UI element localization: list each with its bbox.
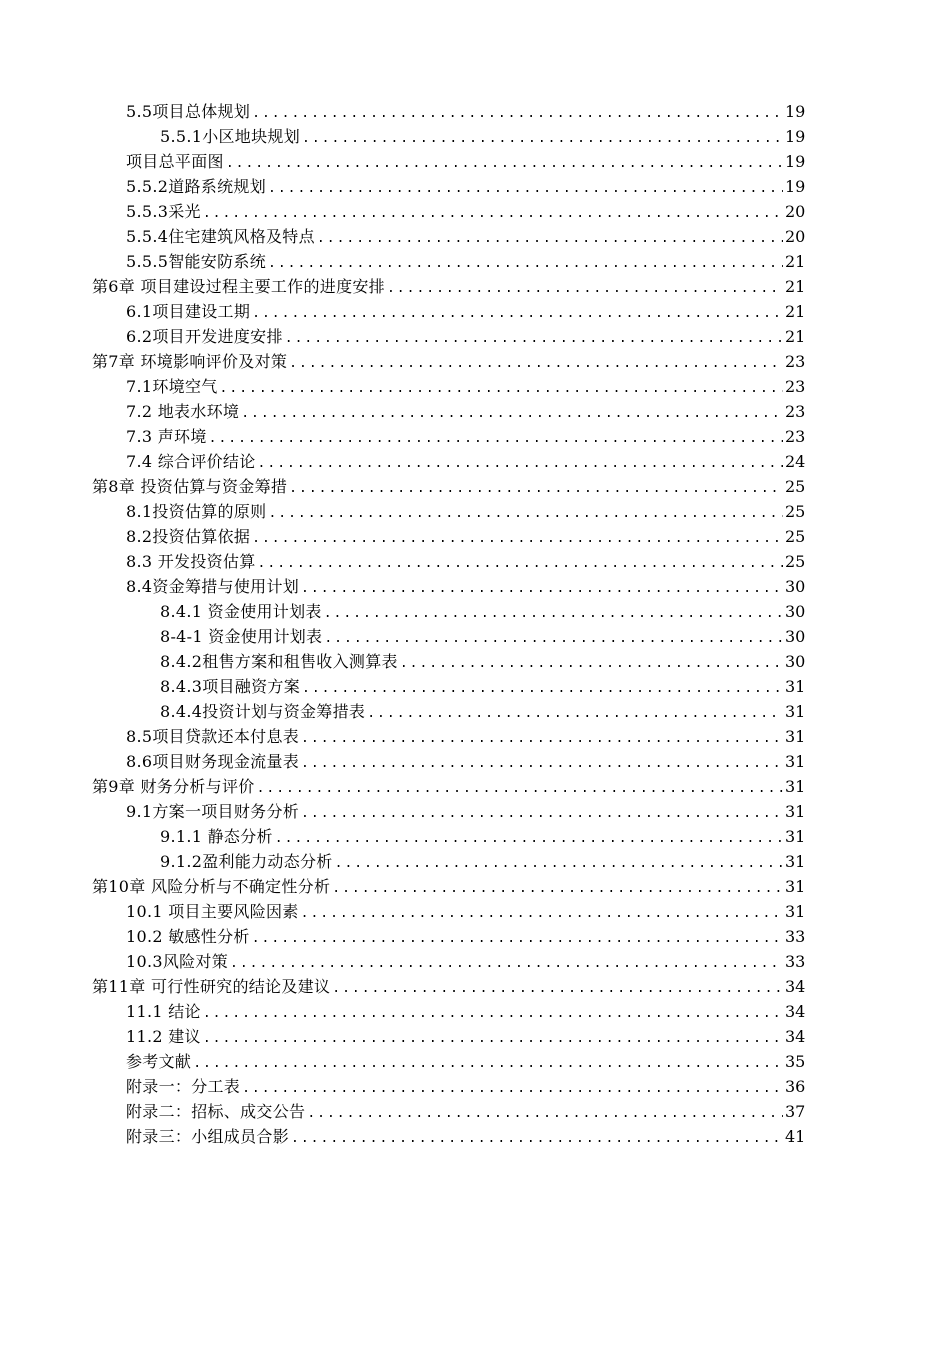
toc-entry-title: 附录二：招标、成交公告 xyxy=(126,1102,306,1121)
toc-entry-title: 8.4.2租售方案和租售收入测算表 xyxy=(160,652,398,671)
dot-leader xyxy=(252,526,783,551)
dot-leader xyxy=(252,101,783,126)
toc-entry-page-number: 31 xyxy=(785,702,806,721)
toc-entry[interactable] xyxy=(0,1049,950,1074)
toc-entry[interactable] xyxy=(0,199,950,224)
toc-entry-title: 5.5.4住宅建筑风格及特点 xyxy=(126,227,315,246)
toc-entry-page-number: 33 xyxy=(785,927,806,946)
toc-entry-page-number: 35 xyxy=(785,1052,806,1071)
toc-entry-title: 第6章 项目建设过程主要工作的进度安排 xyxy=(92,277,385,296)
toc-entry-title: 11.1 结论 xyxy=(126,1002,201,1021)
toc-entry-page-number: 37 xyxy=(785,1102,806,1121)
toc-entry-title: 第7章 环境影响评价及对策 xyxy=(92,352,288,371)
toc-entry-title: 8.2投资估算依据 xyxy=(126,527,251,546)
toc-entry-title: 第10章 风险分析与不确定性分析 xyxy=(92,877,331,896)
toc-entry[interactable] xyxy=(0,1124,950,1149)
toc-entry-page-number: 20 xyxy=(785,202,806,221)
dot-leader xyxy=(268,176,783,201)
dot-leader xyxy=(203,1026,783,1051)
toc-entry-page-number: 36 xyxy=(785,1077,806,1096)
dot-leader xyxy=(258,451,783,476)
toc-entry[interactable] xyxy=(0,399,950,424)
toc-entry-page-number: 21 xyxy=(785,302,806,321)
toc-entry-title: 5.5.1小区地块规划 xyxy=(160,127,301,146)
dot-leader xyxy=(332,876,783,901)
toc-entry-title: 9.1.2盈利能力动态分析 xyxy=(160,852,333,871)
toc-entry[interactable] xyxy=(0,449,950,474)
toc-entry[interactable] xyxy=(0,1099,950,1124)
toc-entry-page-number: 31 xyxy=(785,827,806,846)
toc-entry[interactable] xyxy=(0,599,950,624)
toc-entry-page-number: 23 xyxy=(785,402,806,421)
dot-leader xyxy=(324,626,783,651)
toc-entry[interactable] xyxy=(0,1024,950,1049)
toc-entry-page-number: 31 xyxy=(785,777,806,796)
dot-leader xyxy=(301,751,783,776)
toc-entry[interactable] xyxy=(0,924,950,949)
toc-entry-title: 9.1.1 静态分析 xyxy=(160,827,273,846)
toc-entry-title: 第8章 投资估算与资金筹措 xyxy=(92,477,288,496)
toc-entry-page-number: 31 xyxy=(785,877,806,896)
dot-leader xyxy=(209,426,783,451)
toc-entry[interactable] xyxy=(0,774,950,799)
table-of-contents xyxy=(0,99,950,1149)
toc-entry-title: 8.5项目贷款还本付息表 xyxy=(126,727,300,746)
dot-leader xyxy=(241,401,783,426)
dot-leader xyxy=(302,676,783,701)
toc-entry-page-number: 31 xyxy=(785,727,806,746)
toc-entry[interactable] xyxy=(0,699,950,724)
toc-entry-title: 7.1环境空气 xyxy=(126,377,218,396)
toc-entry-title: 8.4.3项目融资方案 xyxy=(160,677,301,696)
toc-entry-page-number: 23 xyxy=(785,377,806,396)
toc-entry-page-number: 24 xyxy=(785,452,806,471)
toc-entry[interactable] xyxy=(0,474,950,499)
toc-entry[interactable] xyxy=(0,524,950,549)
toc-entry[interactable] xyxy=(0,749,950,774)
toc-entry-title: 9.1方案一项目财务分析 xyxy=(126,802,300,821)
dot-leader xyxy=(242,1076,783,1101)
toc-entry-title: 8.4资金筹措与使用计划 xyxy=(126,577,300,596)
toc-entry-title: 10.2 敏感性分析 xyxy=(126,927,250,946)
dot-leader xyxy=(332,976,783,1001)
toc-entry-title: 11.2 建议 xyxy=(126,1027,201,1046)
dot-leader xyxy=(252,926,783,951)
toc-entry[interactable] xyxy=(0,799,950,824)
toc-entry[interactable] xyxy=(0,899,950,924)
dot-leader xyxy=(193,1051,783,1076)
dot-leader xyxy=(307,1101,783,1126)
toc-entry-page-number: 34 xyxy=(785,977,806,996)
toc-entry[interactable] xyxy=(0,849,950,874)
toc-entry-title: 参考文献 xyxy=(126,1052,192,1071)
dot-leader xyxy=(324,601,783,626)
toc-entry-title: 10.3风险对策 xyxy=(126,952,229,971)
dot-leader xyxy=(258,551,783,576)
dot-leader xyxy=(335,851,783,876)
toc-entry[interactable] xyxy=(0,949,950,974)
toc-entry-title: 项目总平面图 xyxy=(126,152,224,171)
toc-entry-page-number: 19 xyxy=(785,127,806,146)
dot-leader xyxy=(203,201,783,226)
toc-entry-title: 7.2 地表水环境 xyxy=(126,402,240,421)
toc-entry-page-number: 33 xyxy=(785,952,806,971)
toc-entry[interactable] xyxy=(0,499,950,524)
dot-leader xyxy=(226,151,783,176)
toc-entry-title: 7.3 声环境 xyxy=(126,427,207,446)
dot-leader xyxy=(220,376,783,401)
dot-leader xyxy=(285,326,783,351)
toc-entry-title: 8-4-1 资金使用计划表 xyxy=(160,627,323,646)
toc-entry[interactable] xyxy=(0,724,950,749)
toc-entry-page-number: 23 xyxy=(785,427,806,446)
toc-entry[interactable] xyxy=(0,99,950,124)
toc-entry-page-number: 23 xyxy=(785,352,806,371)
toc-entry-title: 5.5.3采光 xyxy=(126,202,201,221)
toc-entry-page-number: 41 xyxy=(785,1127,806,1146)
dot-leader xyxy=(275,826,783,851)
toc-entry[interactable] xyxy=(0,274,950,299)
toc-entry-page-number: 34 xyxy=(785,1002,806,1021)
toc-entry-page-number: 21 xyxy=(785,252,806,271)
dot-leader xyxy=(301,576,783,601)
dot-leader xyxy=(230,951,783,976)
dot-leader xyxy=(400,651,783,676)
toc-entry[interactable] xyxy=(0,224,950,249)
toc-entry-page-number: 34 xyxy=(785,1027,806,1046)
toc-entry[interactable] xyxy=(0,874,950,899)
dot-leader xyxy=(387,276,783,301)
toc-entry-title: 6.1项目建设工期 xyxy=(126,302,251,321)
toc-entry-title: 8.4.1 资金使用计划表 xyxy=(160,602,322,621)
toc-entry[interactable] xyxy=(0,1074,950,1099)
toc-entry-page-number: 21 xyxy=(785,327,806,346)
toc-entry-title: 附录三：小组成员合影 xyxy=(126,1127,290,1146)
dot-leader xyxy=(268,251,783,276)
toc-entry-page-number: 30 xyxy=(785,602,806,621)
toc-entry[interactable] xyxy=(0,824,950,849)
toc-entry-title: 5.5.5智能安防系统 xyxy=(126,252,267,271)
dot-leader xyxy=(317,226,783,251)
toc-entry-page-number: 25 xyxy=(785,527,806,546)
toc-entry-page-number: 19 xyxy=(785,102,806,121)
toc-entry[interactable] xyxy=(0,124,950,149)
toc-entry[interactable] xyxy=(0,149,950,174)
dot-leader xyxy=(268,501,783,526)
toc-entry-title: 第11章 可行性研究的结论及建议 xyxy=(92,977,331,996)
dot-leader xyxy=(203,1001,783,1026)
toc-entry-page-number: 31 xyxy=(785,852,806,871)
toc-entry[interactable] xyxy=(0,374,950,399)
toc-entry-title: 7.4 综合评价结论 xyxy=(126,452,256,471)
dot-leader xyxy=(289,351,783,376)
toc-entry-page-number: 31 xyxy=(785,902,806,921)
toc-entry[interactable] xyxy=(0,324,950,349)
toc-entry[interactable] xyxy=(0,624,950,649)
toc-entry-page-number: 21 xyxy=(785,277,806,296)
dot-leader xyxy=(257,776,783,801)
toc-entry[interactable] xyxy=(0,674,950,699)
dot-leader xyxy=(367,701,783,726)
toc-entry-page-number: 19 xyxy=(785,152,806,171)
toc-entry-title: 附录一：分工表 xyxy=(126,1077,241,1096)
toc-entry-page-number: 30 xyxy=(785,652,806,671)
dot-leader xyxy=(302,126,783,151)
toc-entry-title: 6.2项目开发进度安排 xyxy=(126,327,283,346)
toc-entry-title: 8.4.4投资计划与资金筹措表 xyxy=(160,702,366,721)
toc-entry[interactable] xyxy=(0,249,950,274)
toc-entry[interactable] xyxy=(0,574,950,599)
toc-entry-title: 5.5项目总体规划 xyxy=(126,102,251,121)
toc-entry[interactable] xyxy=(0,424,950,449)
toc-entry[interactable] xyxy=(0,299,950,324)
toc-entry-page-number: 25 xyxy=(785,477,806,496)
toc-entry-title: 5.5.2道路系统规划 xyxy=(126,177,267,196)
toc-entry-page-number: 25 xyxy=(785,552,806,571)
dot-leader xyxy=(289,476,783,501)
toc-entry-title: 8.6项目财务现金流量表 xyxy=(126,752,300,771)
toc-entry-page-number: 30 xyxy=(785,627,806,646)
toc-entry-title: 第9章 财务分析与评价 xyxy=(92,777,255,796)
toc-entry[interactable] xyxy=(0,999,950,1024)
toc-entry[interactable] xyxy=(0,549,950,574)
toc-entry-title: 8.1投资估算的原则 xyxy=(126,502,267,521)
toc-entry-page-number: 19 xyxy=(785,177,806,196)
toc-entry-page-number: 30 xyxy=(785,577,806,596)
dot-leader xyxy=(301,901,783,926)
dot-leader xyxy=(291,1126,783,1151)
toc-entry-page-number: 31 xyxy=(785,752,806,771)
toc-entry-page-number: 31 xyxy=(785,802,806,821)
toc-entry[interactable] xyxy=(0,649,950,674)
toc-entry[interactable] xyxy=(0,974,950,999)
toc-entry-page-number: 25 xyxy=(785,502,806,521)
toc-entry-page-number: 31 xyxy=(785,677,806,696)
toc-entry-title: 8.3 开发投资估算 xyxy=(126,552,256,571)
dot-leader xyxy=(301,801,783,826)
dot-leader xyxy=(301,726,783,751)
toc-entry-title: 10.1 项目主要风险因素 xyxy=(126,902,299,921)
dot-leader xyxy=(252,301,783,326)
toc-entry[interactable] xyxy=(0,349,950,374)
toc-entry[interactable] xyxy=(0,174,950,199)
toc-entry-page-number: 20 xyxy=(785,227,806,246)
